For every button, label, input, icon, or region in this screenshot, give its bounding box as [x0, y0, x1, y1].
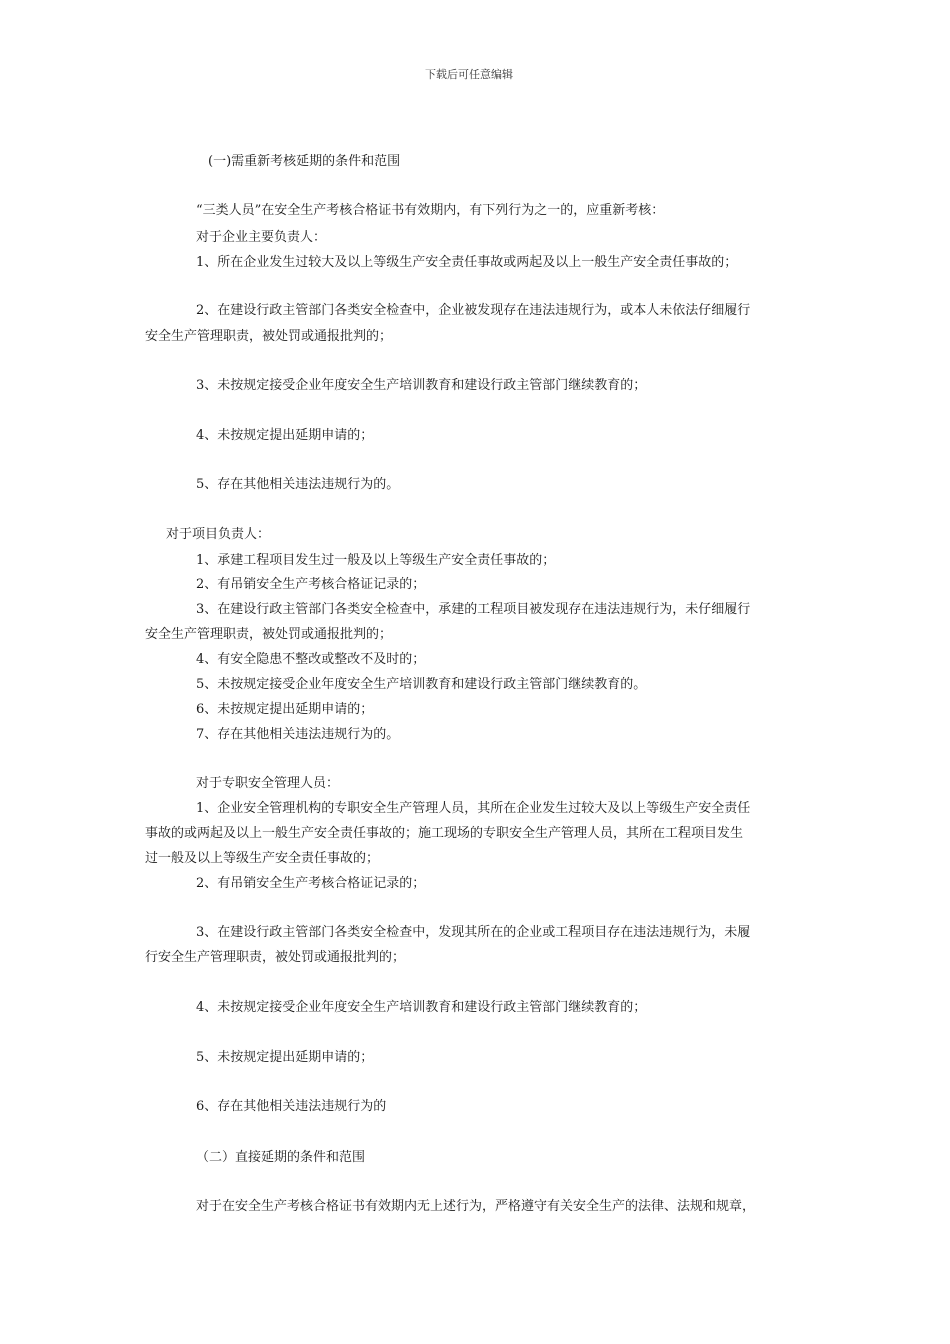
list-item: 5、存在其他相关违法违规行为的。	[196, 477, 400, 492]
list-item-continuation: 事故的或两起及以上一般生产安全责任事故的；施工现场的专职安全生产管理人员，其所在工程项目发生	[145, 826, 744, 841]
list-item: 2、有吊销安全生产考核合格证记录的；	[196, 876, 426, 891]
list-item: 7、存在其他相关违法违规行为的。	[196, 727, 400, 742]
list-item-continuation: 安全生产管理职责，被处罚或通报批判的；	[145, 329, 393, 344]
list-item: 3、未按规定接受企业年度安全生产培训教育和建设行政主管部门继续教育的；	[196, 378, 647, 393]
list-item: 2、在建设行政主管部门各类安全检查中，企业被发现存在违法违规行为，或本人未依法仔细履行	[196, 303, 751, 318]
list-item: 3、在建设行政主管部门各类安全检查中，发现其所在的企业或工程项目存在违法违规行为，未履	[196, 925, 751, 940]
list-item: 2、有吊销安全生产考核合格证记录的；	[196, 577, 426, 592]
section-heading-1: (一)需重新考核延期的条件和范围	[208, 154, 401, 169]
paragraph-line: “三类人员”在安全生产考核合格证书有效期内，有下列行为之一的，应重新考核：	[196, 203, 665, 218]
list-item: 5、未按规定接受企业年度安全生产培训教育和建设行政主管部门继续教育的。	[196, 677, 647, 692]
list-item: 1、企业安全管理机构的专职安全生产管理人员，其所在企业发生过较大及以上等级生产安全责任	[196, 801, 751, 816]
list-item: 1、所在企业发生过较大及以上等级生产安全责任事故或两起及以上一般生产安全责任事故的；	[196, 255, 738, 270]
list-item-continuation: 安全生产管理职责，被处罚或通报批判的；	[145, 627, 393, 642]
paragraph-line: 对于在安全生产考核合格证书有效期内无上述行为，严格遵守有关安全生产的法律、法规和规章，	[196, 1199, 756, 1214]
list-item: 1、承建工程项目发生过一般及以上等级生产安全责任事故的；	[196, 553, 556, 568]
list-item: 6、未按规定提出延期申请的；	[196, 702, 374, 717]
list-item: 3、在建设行政主管部门各类安全检查中，承建的工程项目被发现存在违法违规行为，未仔细履行	[196, 602, 751, 617]
section-heading-2: （二）直接延期的条件和范围	[196, 1150, 366, 1165]
list-item: 4、未按规定提出延期申请的；	[196, 428, 374, 443]
list-item: 6、存在其他相关违法违规行为的	[196, 1099, 387, 1114]
list-item: 4、有安全隐患不整改或整改不及时的；	[196, 652, 426, 667]
subheading-line: 对于企业主要负责人：	[196, 230, 327, 245]
list-item-continuation: 行安全生产管理职责，被处罚或通报批判的；	[145, 950, 406, 965]
page-header: 下载后可任意编辑	[425, 68, 513, 81]
subheading-line: 对于专职安全管理人员：	[196, 776, 340, 791]
list-item: 4、未按规定接受企业年度安全生产培训教育和建设行政主管部门继续教育的；	[196, 1000, 647, 1015]
list-item-continuation: 过一般及以上等级生产安全责任事故的；	[145, 851, 380, 866]
list-item: 5、未按规定提出延期申请的；	[196, 1050, 374, 1065]
subheading-line: 对于项目负责人：	[166, 527, 271, 542]
